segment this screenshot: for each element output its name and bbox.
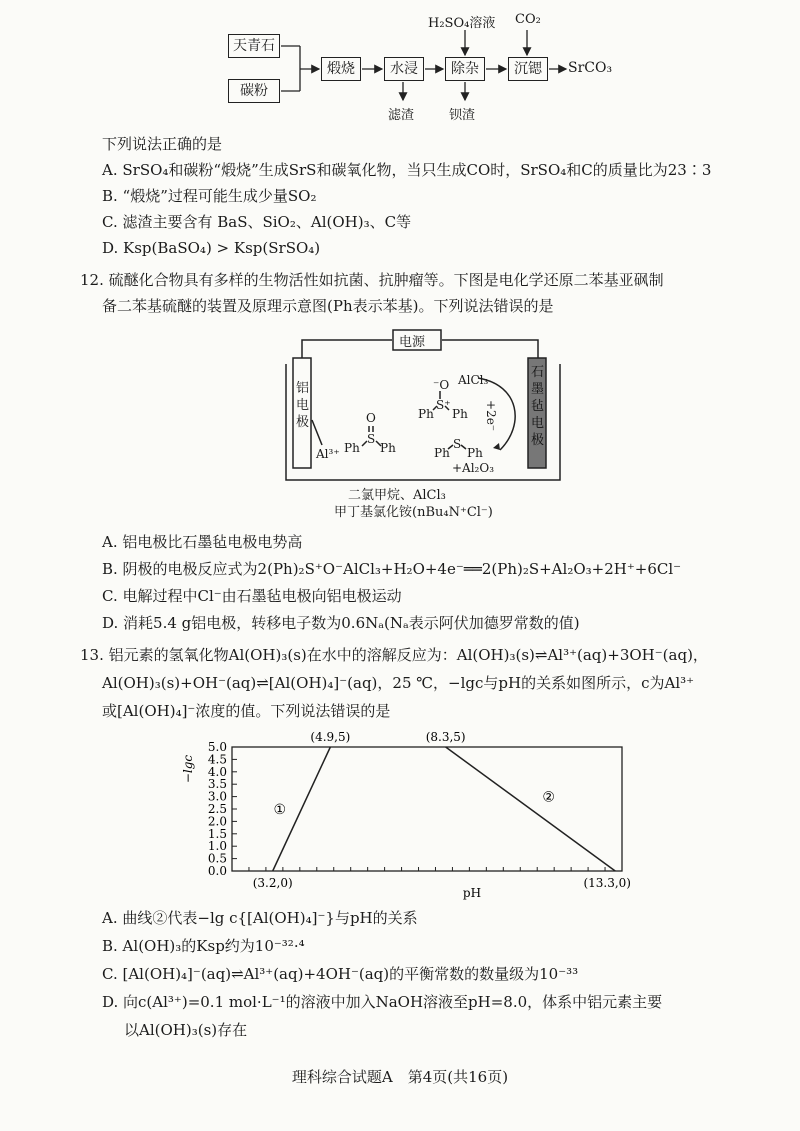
- q12-option-d: D. 消耗5.4 g铝电极，转移电子数为0.6Nₐ(Nₐ表示阿伏加德罗常数的值): [102, 614, 580, 632]
- q13-stem-line2: Al(OH)₃(s)+OH⁻(aq)⇌[Al(OH)₄]⁻(aq)，25 ℃，−lgc与pH的关系如图所示，c为Al³⁺: [102, 674, 695, 692]
- flow-product: SrCO₃: [568, 60, 613, 76]
- complex-o-minus: ⁻O: [433, 378, 450, 392]
- y-tick-label: 5.0: [207, 740, 227, 754]
- sulfoxide-ph-left: Ph: [344, 441, 360, 455]
- sulfide-ph-right: Ph: [467, 446, 483, 460]
- q13-option-b: B. Al(OH)₃的Ksp约为10⁻³²·⁴: [102, 937, 305, 955]
- q12-option-b: B. 阴极的电极反应式为2(Ph)₂S⁺O⁻AlCl₃+H₂O+4e⁻══2(Ph)₂S+Al₂O₃+2H⁺+6Cl⁻: [102, 560, 682, 578]
- q13-option-d-line1: D. 向c(Al³⁺)=0.1 mol·L⁻¹的溶液中加入NaOH溶液至pH=8.0，体系中铝元素主要: [102, 993, 663, 1011]
- flow-arrows: [0, 0, 800, 130]
- sulfoxide-o: O: [366, 411, 376, 425]
- power-source-label: 电源: [399, 335, 426, 350]
- flow-out-ba-residue: 钡渣: [449, 108, 476, 123]
- y-tick-label: 1.5: [207, 826, 227, 841]
- graphite-electrode-label: 石墨毡电极: [531, 365, 545, 448]
- q11-option-c: C. 滤渣主要含有 BaS、SiO₂、Al(OH)₃、C等: [102, 213, 412, 231]
- q13-stem-line3: 或[Al(OH)₄]⁻浓度的值。下列说法错误的是: [102, 702, 391, 720]
- q12-stem-line1: 12. 硫醚化合物具有多样的生物活性如抗菌、抗肿瘤等。下图是电化学还原二苯基亚砜制: [80, 271, 664, 289]
- sulfoxide-ph-right: Ph: [380, 441, 396, 455]
- q12-stem-line2: 备二苯基硫醚的装置及原理示意图(Ph表示苯基)。下列说法错误的是: [102, 297, 554, 315]
- y-tick-label: 1.0: [207, 839, 227, 854]
- flow-step-leach: 水浸: [384, 57, 424, 81]
- y-tick-label: 2.5: [207, 802, 227, 816]
- q13-option-c: C. [Al(OH)₄]⁻(aq)⇌Al³⁺(aq)+4OH⁻(aq)的平衡常数的数量级为10⁻³³: [102, 965, 579, 983]
- flow-input-h2so4: H₂SO₄溶液: [428, 16, 496, 31]
- q13-option-a: A. 曲线②代表−lg c{[Al(OH)₄]⁻}与pH的关系: [102, 909, 418, 927]
- y-axis-label: −lgc: [181, 754, 195, 784]
- y-tick-label: 4.5: [207, 752, 227, 767]
- complex-s-plus: S⁺: [436, 398, 451, 412]
- point-annotation: (4.9,5): [310, 730, 351, 744]
- y-tick-label: 2.0: [207, 814, 227, 829]
- point-annotation: (8.3,5): [425, 730, 466, 744]
- q11-stem: 下列说法正确的是: [102, 135, 223, 153]
- flow-input-co2: CO₂: [515, 12, 541, 27]
- al-electrode-label: 铝电极: [296, 381, 310, 430]
- y-tick-label: 0.5: [207, 851, 227, 866]
- al-ion-label: Al³⁺: [316, 447, 340, 461]
- point-annotation: (13.3,0): [583, 876, 631, 890]
- al2o3-label: +Al₂O₃: [452, 461, 495, 475]
- flow-step-purify: 除杂: [445, 57, 485, 81]
- sulfoxide-s: S: [367, 432, 376, 446]
- point-annotation: (3.2,0): [252, 876, 293, 890]
- complex-ph-left: Ph: [418, 407, 434, 421]
- q11-option-d: D. Ksp(BaSO₄) > Ksp(SrSO₄): [102, 239, 321, 257]
- flow-out-residue: 滤渣: [388, 108, 415, 123]
- solvent-label-1: 二氯甲烷、AlCl₃: [348, 488, 446, 503]
- series-label: ②: [542, 789, 555, 806]
- flow-raw2: 碳粉: [228, 79, 280, 103]
- flow-step-precipitate: 沉锶: [508, 57, 548, 81]
- complex-alcl3: AlCl₃: [458, 373, 489, 387]
- solvent-label-2: 甲丁基氯化铵(nBu₄N⁺Cl⁻): [334, 505, 493, 520]
- y-tick-label: 3.5: [207, 777, 227, 792]
- q13-stem-line1: 13. 铝元素的氢氧化物Al(OH)₃(s)在水中的溶解反应为：Al(OH)₃(s)⇌Al³⁺(aq)+3OH⁻(aq)，: [80, 646, 708, 664]
- q12-option-a: A. 铝电极比石墨毡电极电势高: [102, 533, 303, 551]
- electron-transfer-label: +2e⁻: [484, 400, 498, 432]
- y-tick-label: 4.0: [207, 764, 227, 779]
- flow-raw1: 天青石: [228, 34, 280, 58]
- q13-option-d-line2: 以Al(OH)₃(s)存在: [124, 1021, 248, 1039]
- page-footer: 理科综合试题A 第4页(共16页): [291, 1068, 509, 1086]
- sulfide-ph-left: Ph: [434, 446, 450, 460]
- lgc-ph-chart: [180, 725, 670, 900]
- x-axis-label: pH: [462, 886, 482, 900]
- series-line: [446, 747, 616, 871]
- sulfide-s: S: [453, 437, 462, 451]
- y-tick-label: 3.0: [207, 789, 227, 804]
- series-label: ①: [273, 802, 287, 818]
- y-tick-label: 0.0: [207, 864, 227, 878]
- q11-option-b: B. “煅烧”过程可能生成少量SO₂: [102, 187, 317, 205]
- flow-step-calcine: 煅烧: [321, 57, 361, 81]
- q11-option-a: A. SrSO₄和碳粉“煅烧”生成SrS和碳氧化物，当只生成CO时，SrSO₄和C的质量比为23∶3: [102, 161, 712, 179]
- chart-frame: [232, 747, 622, 871]
- complex-ph-right: Ph: [452, 407, 468, 421]
- q12-option-c: C. 电解过程中Cl⁻由石墨毡电极向铝电极运动: [102, 587, 402, 605]
